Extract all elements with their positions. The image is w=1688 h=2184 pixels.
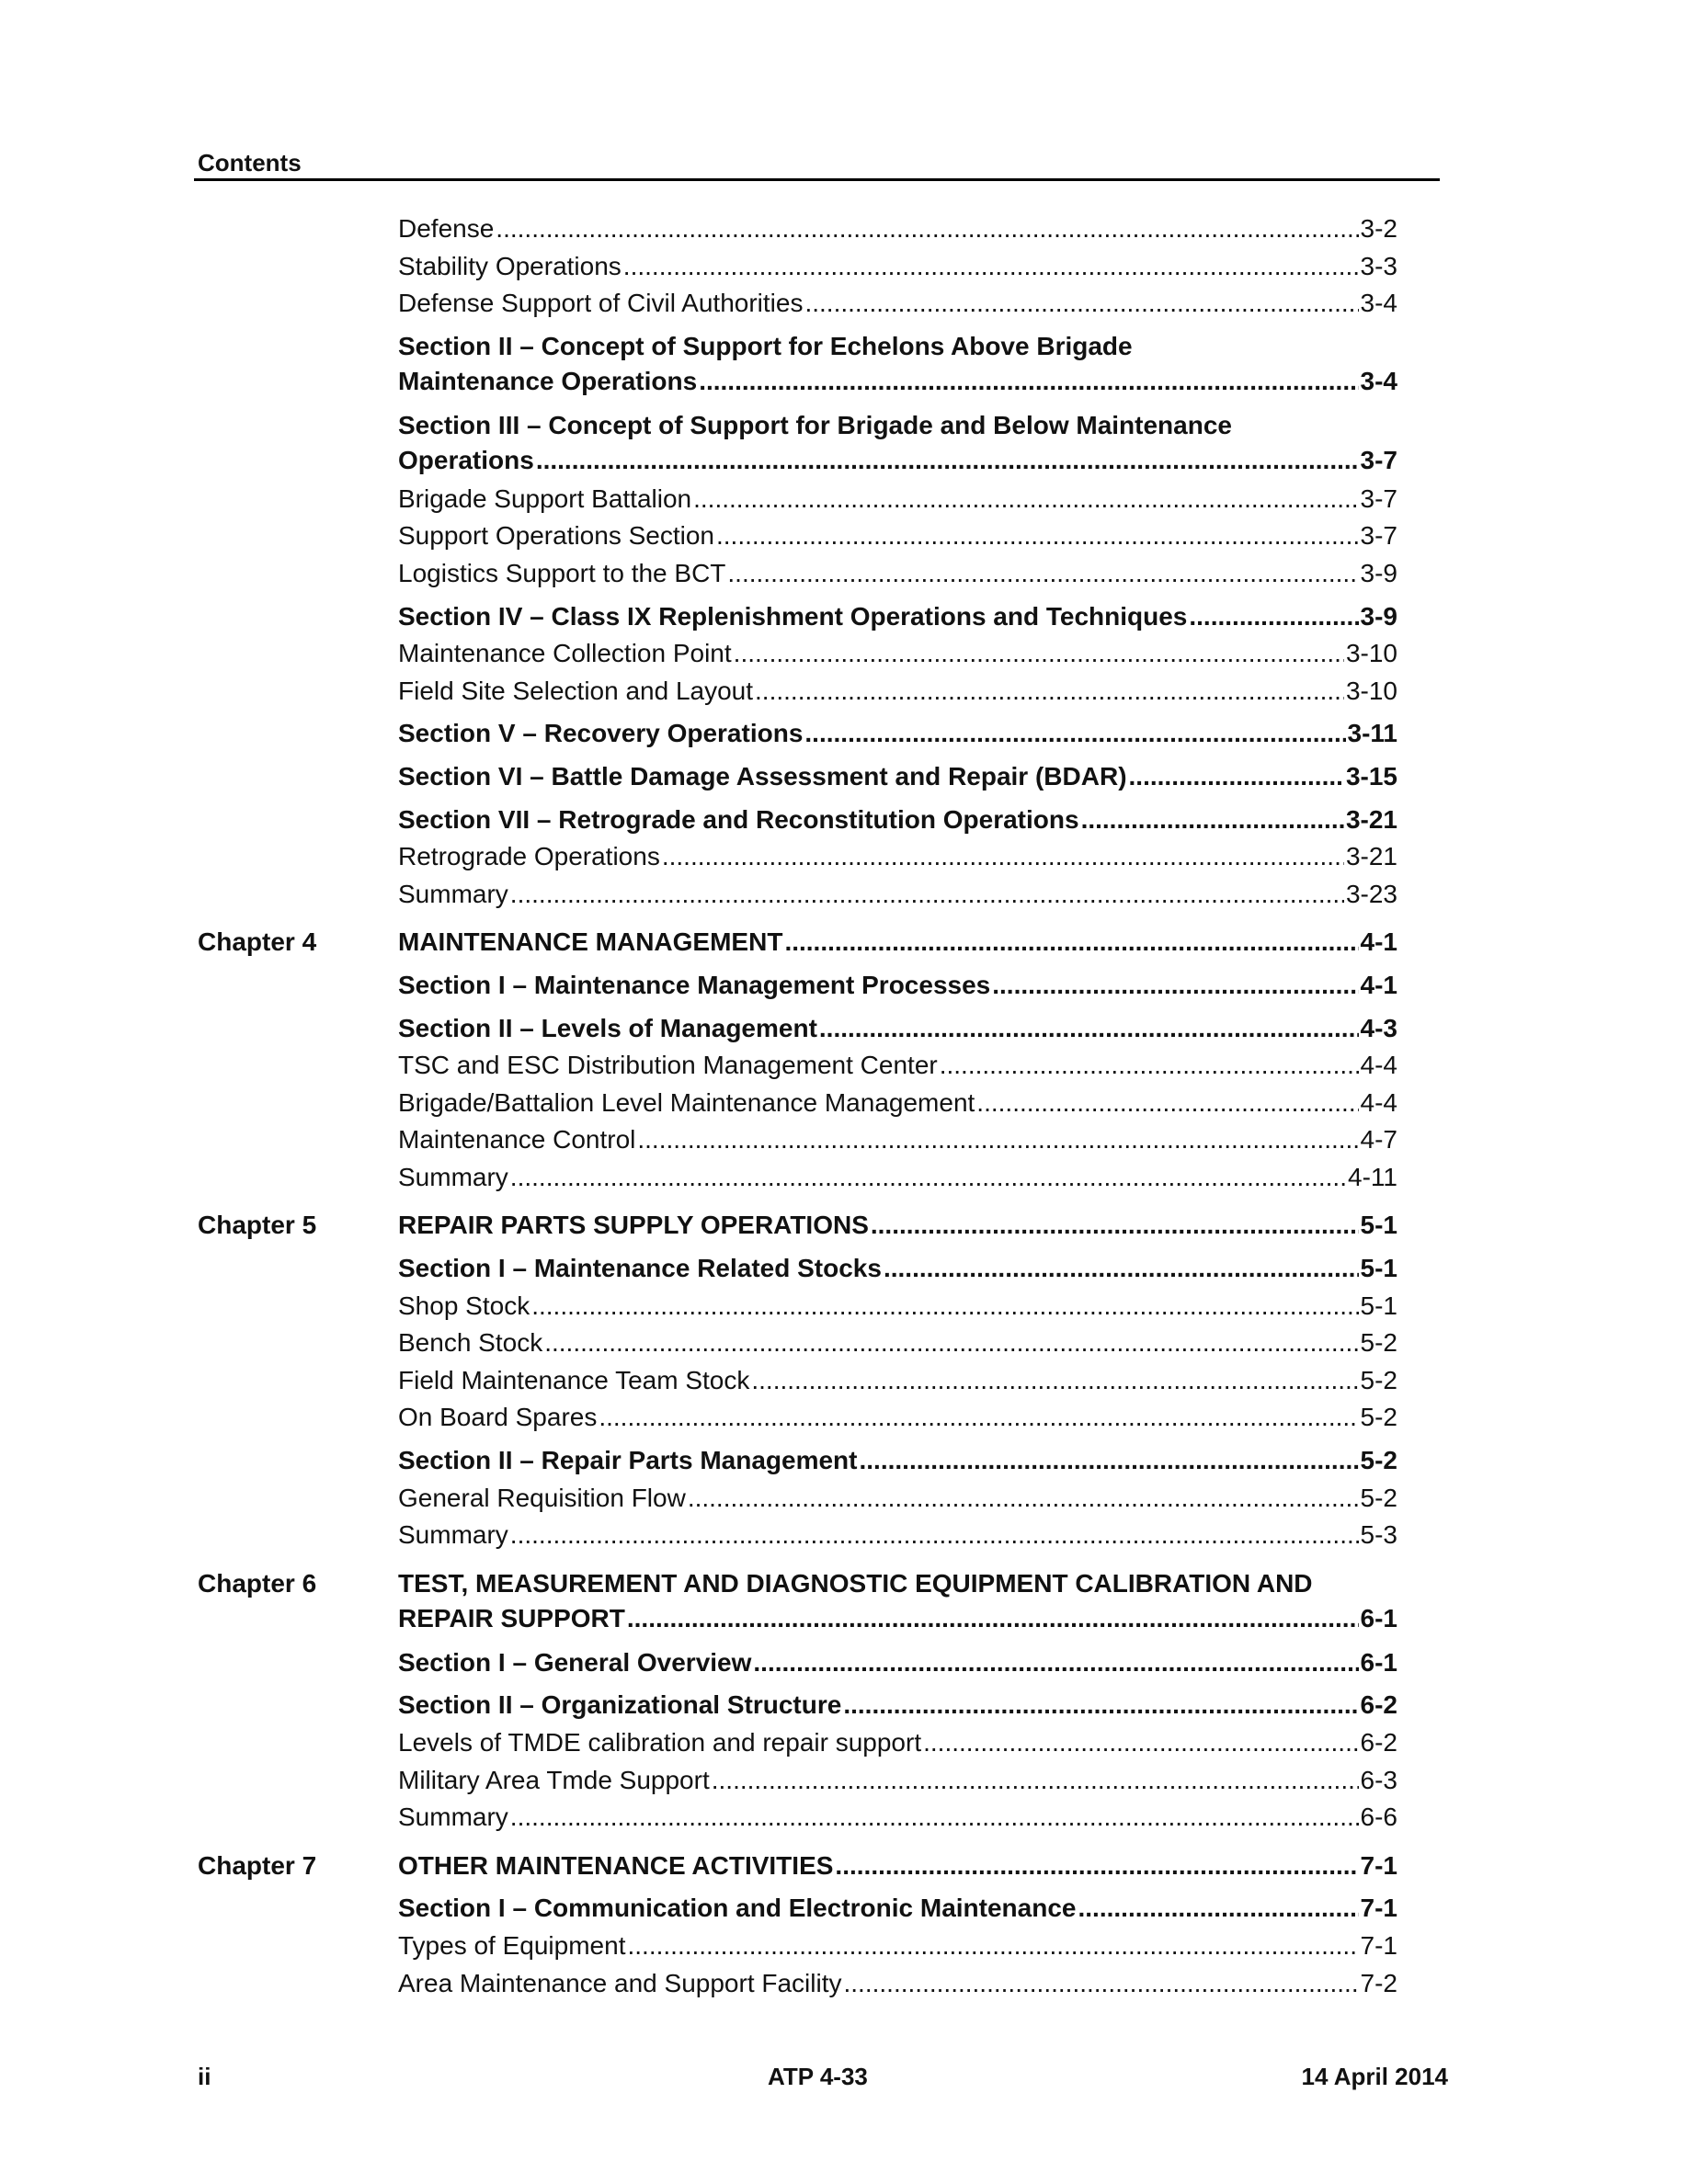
dot-leader	[804, 286, 1358, 321]
dot-leader	[976, 1086, 1358, 1120]
dot-leader	[510, 1518, 1359, 1553]
dot-leader	[693, 482, 1358, 517]
toc-topic-row	[0, 249, 1688, 287]
toc-topic-row	[0, 1086, 1688, 1123]
dot-leader	[662, 839, 1344, 874]
toc-entry-title: MAINTENANCE MANAGEMENT	[398, 927, 783, 957]
dot-leader	[734, 636, 1344, 671]
toc-entry-title: Area Maintenance and Support Facility	[398, 1968, 842, 1997]
toc-topic-row	[0, 1966, 1688, 2004]
dot-leader	[544, 1325, 1358, 1360]
toc-topic-row	[0, 1725, 1688, 1763]
toc-entry-title: Levels of TMDE calibration and repair support	[398, 1728, 922, 1757]
toc-page-number: 6-1	[1360, 1603, 1397, 1632]
toc-page-number: 3-21	[1345, 842, 1397, 871]
toc-entry	[398, 1848, 1397, 1883]
dot-leader	[688, 1481, 1359, 1516]
toc-page-number: 6-2	[1360, 1728, 1397, 1757]
toc-page-number: 3-10	[1345, 639, 1397, 668]
toc-page-number: 5-1	[1360, 1211, 1397, 1240]
toc-entry	[398, 1645, 1397, 1680]
dot-leader	[1129, 759, 1344, 794]
toc-topic-row	[0, 674, 1688, 711]
toc-page-number: 4-11	[1348, 1162, 1397, 1191]
toc-entry-title: Summary	[398, 879, 508, 908]
toc-entry	[398, 877, 1397, 912]
dot-leader	[699, 364, 1358, 399]
toc-entry	[398, 1122, 1397, 1157]
toc-topic-row	[0, 556, 1688, 594]
dot-leader	[716, 518, 1359, 553]
toc-page-number: 4-4	[1360, 1087, 1397, 1117]
toc-section-row	[0, 759, 1688, 797]
toc-entry-title: Section II – Organizational Structure	[398, 1690, 842, 1720]
toc-entry	[398, 1688, 1397, 1723]
dot-leader	[751, 1363, 1358, 1398]
dot-leader	[992, 968, 1358, 1003]
toc-entry-title: Military Area Tmde Support	[398, 1765, 710, 1794]
toc-section-row	[0, 1011, 1688, 1049]
toc-section-row	[0, 1645, 1688, 1683]
toc-topic-row	[0, 1325, 1688, 1363]
toc-page-number: 3-9	[1360, 601, 1397, 631]
toc-page-number: 7-1	[1360, 1894, 1397, 1923]
toc-entry	[398, 925, 1397, 960]
toc-entry-title: Section II – Levels of Management	[398, 1013, 817, 1042]
toc-entry	[398, 1966, 1397, 2001]
toc-page-number: 5-2	[1360, 1328, 1397, 1358]
toc-page-number: 3-10	[1345, 676, 1397, 705]
toc-page-number: 3-4	[1360, 366, 1397, 395]
toc-entry-title: Section II – Repair Parts Management	[398, 1446, 858, 1475]
dot-leader	[510, 1160, 1346, 1195]
toc-entry	[398, 1011, 1397, 1046]
toc-chapter-row	[0, 1208, 1688, 1246]
toc-entry	[398, 636, 1397, 671]
dot-leader	[835, 1848, 1358, 1883]
dot-leader	[844, 1966, 1359, 2001]
toc-page-number: 4-3	[1360, 1013, 1397, 1042]
toc-entry	[398, 1928, 1397, 1963]
toc-entry-title: Maintenance Control	[398, 1125, 636, 1155]
toc-section-row	[0, 1688, 1688, 1725]
toc-section-row	[0, 1251, 1688, 1289]
toc-topic-row	[0, 636, 1688, 674]
toc-entry	[398, 674, 1397, 709]
toc-entry	[398, 408, 1397, 478]
toc-entry-title-line1: TEST, MEASUREMENT AND DIAGNOSTIC EQUIPMENT CALIBRATION AND	[398, 1568, 1313, 1598]
toc-page-number: 5-2	[1360, 1403, 1397, 1432]
toc-entry-title: REPAIR SUPPORT	[398, 1603, 625, 1632]
toc-page-number: 4-7	[1360, 1125, 1397, 1155]
toc-entry-title: Section I – Maintenance Management Processes	[398, 970, 991, 999]
toc-entry-title: Support Operations Section	[398, 521, 714, 551]
toc-page-number: 4-1	[1360, 927, 1397, 957]
toc-page-number: 5-3	[1360, 1520, 1397, 1550]
toc-entry	[398, 1763, 1397, 1798]
dot-leader	[1078, 1891, 1358, 1926]
toc-entry-title: Types of Equipment	[398, 1930, 626, 1960]
toc-entry-title: Stability Operations	[398, 251, 622, 280]
toc-section-row	[0, 329, 1688, 403]
dot-leader	[536, 443, 1359, 478]
toc-entry-title: Summary	[398, 1162, 508, 1191]
toc-page-number: 5-2	[1360, 1365, 1397, 1394]
toc-entry	[398, 802, 1397, 837]
toc-topic-row	[0, 1289, 1688, 1326]
toc-entry-title: General Requisition Flow	[398, 1483, 686, 1512]
dot-leader	[496, 211, 1358, 246]
toc-section-row	[0, 1891, 1688, 1928]
toc-section-row	[0, 1443, 1688, 1481]
toc-page-number: 5-2	[1360, 1446, 1397, 1475]
toc-entry-title: Field Site Selection and Layout	[398, 676, 754, 705]
dot-leader	[755, 674, 1344, 709]
toc-entry	[398, 759, 1397, 794]
toc-page-number: 3-4	[1360, 289, 1397, 318]
toc-entry-title: Retrograde Operations	[398, 842, 660, 871]
toc-page-number: 6-1	[1360, 1647, 1397, 1677]
toc-section-row	[0, 968, 1688, 1006]
toc-topic-row	[0, 839, 1688, 877]
toc-chapter-label: Chapter 7	[198, 1850, 317, 1880]
toc-entry-title: Section V – Recovery Operations	[398, 719, 804, 748]
toc-section-row	[0, 408, 1688, 482]
running-header-contents: Contents	[198, 149, 302, 176]
toc-chapter-row	[0, 925, 1688, 962]
toc-entry	[398, 1160, 1397, 1195]
dot-leader	[627, 1928, 1358, 1963]
toc-entry-title: Defense	[398, 214, 495, 243]
toc-entry	[398, 1481, 1397, 1516]
toc-entry-title: Shop Stock	[398, 1291, 530, 1320]
toc-topic-row	[0, 1928, 1688, 1966]
toc-chapter-row	[0, 1848, 1688, 1886]
dot-leader	[1189, 599, 1358, 634]
toc-topic-row	[0, 518, 1688, 556]
toc-topic-row	[0, 1400, 1688, 1438]
dot-leader	[623, 249, 1359, 284]
toc-entry	[398, 1289, 1397, 1324]
toc-page-number: 3-7	[1360, 521, 1397, 551]
toc-topic-row	[0, 1518, 1688, 1555]
toc-entry-title: Section VII – Retrograde and Reconstitution Operations	[398, 804, 1079, 834]
toc-topic-row	[0, 1481, 1688, 1519]
toc-entry	[398, 1086, 1397, 1120]
dot-leader	[819, 1011, 1359, 1046]
dot-leader	[804, 716, 1345, 751]
toc-entry	[398, 1566, 1397, 1636]
toc-section-row	[0, 716, 1688, 754]
toc-entry	[398, 1325, 1397, 1360]
dot-leader	[637, 1122, 1358, 1157]
dot-leader	[627, 1601, 1359, 1636]
dot-leader	[599, 1400, 1358, 1435]
toc-chapter-label: Chapter 6	[198, 1568, 317, 1598]
dot-leader	[860, 1443, 1359, 1478]
toc-page-number: 5-1	[1360, 1291, 1397, 1320]
toc-entry-title-line1: Section II – Concept of Support for Echelons Above Brigade	[398, 331, 1133, 360]
toc-entry-title: Section I – Maintenance Related Stocks	[398, 1254, 882, 1283]
dot-leader	[884, 1251, 1359, 1286]
toc-entry	[398, 1251, 1397, 1286]
toc-page-number: 3-21	[1345, 804, 1397, 834]
toc-topic-row	[0, 1363, 1688, 1401]
toc-entry	[398, 329, 1397, 399]
toc-entry-title: Defense Support of Civil Authorities	[398, 289, 804, 318]
toc-page-number: 3-2	[1360, 214, 1397, 243]
toc-entry	[398, 599, 1397, 634]
toc-entry	[398, 482, 1397, 517]
toc-chapter-label: Chapter 4	[198, 927, 317, 957]
toc-topic-row	[0, 1160, 1688, 1198]
toc-topic-row	[0, 1800, 1688, 1837]
toc-entry-title-line1: Section III – Concept of Support for Brigade and Below Maintenance	[398, 410, 1232, 439]
toc-entry-title: Brigade/Battalion Level Maintenance Management	[398, 1087, 975, 1117]
toc-page-number: 5-2	[1360, 1483, 1397, 1512]
toc-page-number: 3-3	[1360, 251, 1397, 280]
dot-leader	[871, 1208, 1359, 1243]
toc-entry-title: Section VI – Battle Damage Assessment and Repair (BDAR)	[398, 761, 1127, 791]
toc-entry-title: REPAIR PARTS SUPPLY OPERATIONS	[398, 1211, 869, 1240]
toc-page-number: 6-3	[1360, 1765, 1397, 1794]
footer-publication-id: ATP 4-33	[768, 2063, 868, 2090]
toc-entry-title: Section I – Communication and Electronic Maintenance	[398, 1894, 1077, 1923]
toc-page-number: 4-4	[1360, 1051, 1397, 1080]
toc-page-number: 5-1	[1360, 1254, 1397, 1283]
toc-page-number: 6-6	[1360, 1803, 1397, 1832]
toc-entry	[398, 211, 1397, 246]
toc-entry	[398, 716, 1397, 751]
toc-entry-title: Maintenance Operations	[398, 366, 698, 395]
toc-entry	[398, 968, 1397, 1003]
toc-entry-title: Brigade Support Battalion	[398, 483, 692, 513]
dot-leader	[510, 1800, 1359, 1835]
dot-leader	[753, 1645, 1358, 1680]
dot-leader	[727, 556, 1358, 591]
toc-entry	[398, 556, 1397, 591]
toc-entry	[398, 286, 1397, 321]
toc-entry-title: Section IV – Class IX Replenishment Operations and Techniques	[398, 601, 1188, 631]
dot-leader	[1081, 802, 1344, 837]
toc-entry-title: On Board Spares	[398, 1403, 598, 1432]
toc-entry	[398, 1891, 1397, 1926]
dot-leader	[510, 877, 1344, 912]
toc-page-number: 3-7	[1360, 483, 1397, 513]
dot-leader	[531, 1289, 1358, 1324]
toc-entry-title: Maintenance Collection Point	[398, 639, 732, 668]
toc-entry-title: Section I – General Overview	[398, 1647, 752, 1677]
toc-entry-title: Field Maintenance Team Stock	[398, 1365, 750, 1394]
toc-entry	[398, 1518, 1397, 1553]
dot-leader	[843, 1688, 1358, 1723]
toc-entry-title: Summary	[398, 1803, 508, 1832]
toc-entry	[398, 1443, 1397, 1478]
toc-entry	[398, 839, 1397, 874]
table-of-contents	[0, 211, 1688, 2003]
toc-section-row	[0, 802, 1688, 840]
header-rule	[194, 178, 1440, 181]
toc-page-number: 4-1	[1360, 970, 1397, 999]
toc-entry-title: Operations	[398, 445, 534, 474]
dot-leader	[940, 1048, 1359, 1083]
footer-page-number: ii	[198, 2063, 211, 2090]
toc-topic-row	[0, 1763, 1688, 1801]
toc-entry-title: Summary	[398, 1520, 508, 1550]
dot-leader	[923, 1725, 1358, 1760]
toc-entry	[398, 1800, 1397, 1835]
toc-page-number: 7-1	[1360, 1850, 1397, 1880]
dot-leader	[712, 1763, 1359, 1798]
toc-topic-row	[0, 211, 1688, 249]
toc-entry	[398, 1400, 1397, 1435]
toc-entry	[398, 518, 1397, 553]
toc-topic-row	[0, 1122, 1688, 1160]
toc-topic-row	[0, 1048, 1688, 1086]
toc-entry-title: OTHER MAINTENANCE ACTIVITIES	[398, 1850, 834, 1880]
toc-chapter-row	[0, 1566, 1688, 1640]
toc-page-number: 3-23	[1345, 879, 1397, 908]
toc-page-number: 7-1	[1360, 1930, 1397, 1960]
toc-chapter-label: Chapter 5	[198, 1211, 317, 1240]
toc-page-number: 7-2	[1360, 1968, 1397, 1997]
toc-topic-row	[0, 286, 1688, 324]
toc-topic-row	[0, 482, 1688, 519]
toc-entry	[398, 1725, 1397, 1760]
toc-page-number: 3-15	[1345, 761, 1397, 791]
toc-entry	[398, 1208, 1397, 1243]
toc-page-number: 6-2	[1360, 1690, 1397, 1720]
toc-section-row	[0, 599, 1688, 637]
toc-entry-title: TSC and ESC Distribution Management Center	[398, 1051, 938, 1080]
toc-entry-title: Bench Stock	[398, 1328, 543, 1358]
toc-entry-title: Logistics Support to the BCT	[398, 558, 726, 587]
toc-page-number: 3-7	[1360, 445, 1397, 474]
toc-entry	[398, 1363, 1397, 1398]
toc-page-number: 3-9	[1360, 558, 1397, 587]
toc-page-number: 3-11	[1347, 719, 1397, 748]
toc-entry	[398, 249, 1397, 284]
toc-topic-row	[0, 877, 1688, 915]
dot-leader	[784, 925, 1358, 960]
toc-entry	[398, 1048, 1397, 1083]
footer-date: 14 April 2014	[1301, 2063, 1448, 2090]
